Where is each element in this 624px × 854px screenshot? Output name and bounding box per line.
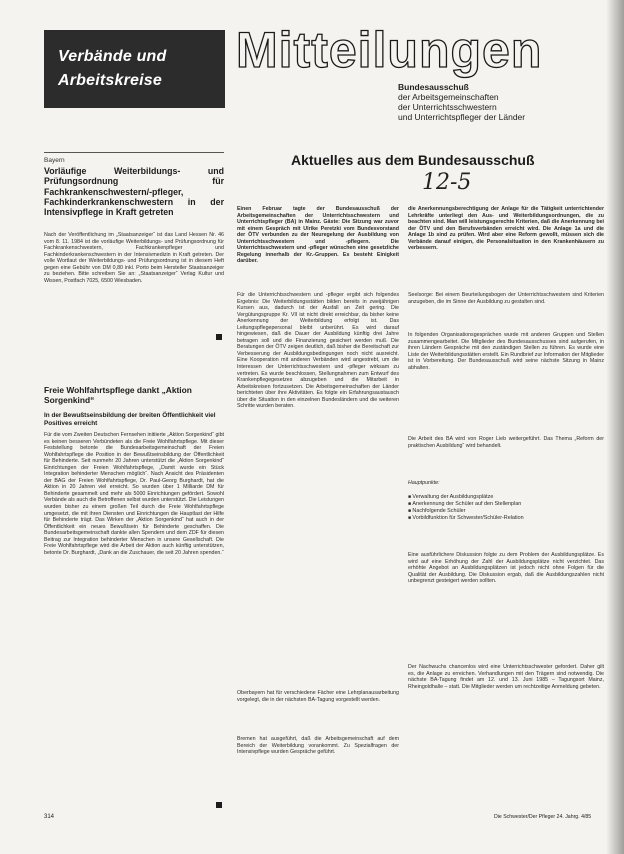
masthead-sub-3: der Unterrichtsschwestern (398, 102, 497, 112)
bullet-item: ■ Verwaltung der Ausbildungsplätze (408, 494, 524, 501)
left-paragraph-2: Für die vom Zweiten Deutschen Fernsehen initiierte „Aktion Sorgenkind“ gibt es keinen besseren Verbündeten als die Freie Wohlfahrtspflege. Mit dieser Feststellung betonte die Bundesarbeitsgemeinschaft der Freien Wohlfahrtspflege die Position in der Bewußtseinsbildung der Öffentlichkeit für Behinderte. Seit nunmehr 20 Jahren unterstützt die „Aktion Sorgenkind“ Einrichtungen der Freien Wohlfahrtspflege, „Damit wurde ein Stück Integration behinderter Menschen möglich“. Nach Ansicht des Präsidenten der BAG der Freien Wohlfahrtspflege, Dr. Paul-Georg Burghardt, hat die Aktion in 20 Jahren viel erreicht. So wurden über 1 Milliarde DM für Behinderte gesammelt und mehr als 5000 Einrichtungen gefördert. Sowohl Verbände als auch die Betroffenen selbst wurden unterstützt. Die Leistungen wurden bisher zu einem großen Teil durch die Freie Wohlfahrtspflege umgesetzt, die mit ihren Diensten und Einrichtungen die Hauptlast der Hilfe für Behinderte trägt. Das Wirken der „Aktion Sorgenkind“ hat auch in der Öffentlichkeit ein neues Bewußtsein für Behinderte geschaffen. Die Bundesarbeitsgemeinschaft dankte allen Spendern und dem ZDF für diesen Beitrag zur Integration behinderter Menschen in unsere Gesellschaft. Die Freie Wohlfahrtspflege wird die Arbeit der Aktion auch künftig unterstützen, betonte Dr. Burghardt, „Dank an die Zuschauer, die seit 20 Jahren spenden.“ (44, 432, 224, 556)
bullet-item: ■ Vorbildfunktion für Schwester/Schüler-Relation (408, 515, 524, 522)
colB-sub: Seelsorge: Bei einem Beurteilungsbogen der Unterrichtsschwestern sind Kriterien anzugeben, die im Sinne der Ausbildung zu gestalten sind. (408, 292, 604, 305)
colA-oberbayern: Oberbayern hat für verschiedene Fächer eine Lehrplanausarbeitung vorgelegt, die in der nächsten BA-Tagung vorgestellt werden. (237, 690, 399, 703)
left-lead-2: In der Bewußtseinsbildung der breiten Öffentlichkeit viel Positives erreicht (44, 412, 216, 427)
banner-line-2: Arbeitskreise (58, 72, 162, 89)
colA-bremen: Bremen hat ausgeführt, daß die Arbeitsgemeinschaft auf dem Bereich der Weiterbildung vorankommt. Zu Spezialfragen der Intensivpflege wurden Gespräche geführt. (237, 736, 399, 756)
colB-tail: Der Nachwuchs chancenlos wird eine Unterrichtsschwester gefordert. Daher gilt es, die Anlage zu erreichen. Verhandlungen mit den Trägern sind notwendig. Die nächste BA-Tagung findet am 12. und 13. Juni 1985 – Tagungsort Mainz, Rheingoldhalle – statt. Die Mitglieder werden um rechtzeitige Anmeldung gebeten. (408, 664, 604, 690)
handwritten-note: 12-5 (422, 170, 472, 195)
bullet-list (408, 494, 524, 522)
colB-lead: die Anerkennungsberechtigung der Anlage für die Tätigkeit unterrichtender Lehrkräfte unterliegt den Aus- und Weiterbildungsordnungen, die zu beachten sind. Man will leistungsgerechte Kriterien, daß die Anerkennung bei der ÖTV und den Berufsverbänden erreicht wird. Die Anlage 1a und die Anlage 1b sind zu prüfen. Wird aber eine Reform gewollt, müssen sich die Verbände darauf einigen, die Personalsituation in den Krankenhäusern zu verbessern. (408, 206, 604, 252)
left-column-rule (44, 152, 224, 153)
left-kicker: Bayern (44, 157, 65, 164)
masthead-sub-2: der Arbeitsgemeinschaften (398, 92, 499, 102)
colB-body: In folgenden Organisationsgesprächen wurde mit anderen Gruppen und Stellen zusammengearbeitet. Die Mitglieder des Bundesausschusses sind aufgerufen, in ihren Ländern Gespräche mit den zuständigen Stellen zu führen. Es wurde eine Liste der Weiterbildungsstätten erstellt. Ein Rundbrief zur Information der Mitglieder ist in Vorbereitung. Der Bundesausschuß wird seine nächste Sitzung in Mainz abhalten. (408, 332, 604, 371)
left-headline: Vorläufige Weiterbildungs- und Prüfungsordnung für Fachkrankenschwestern/-pfleger, Fachkinderkrankenschwestern in der Intensivpflege in Kraft getreten (44, 166, 224, 218)
masthead-sub-4: und Unterrichtspfleger der Länder (398, 112, 526, 122)
end-square-2 (216, 802, 222, 808)
colB-hauptpunkte: Hauptpunkte: (408, 480, 440, 486)
left-paragraph-1: Nach der Veröffentlichung im „Staatsanzeiger“ ist das Land Hessen Nr. 46 vom 8. 11. 1984 ist die vorläufige Weiterbildungs- und Prüfungsordnung für Fachkrankenschwestern, Fachkrankenpfleger und Fachkinderkrankenschwestern in der Intensivmedizin in Kraft getreten. Der volle Wortlaut der Weiterbildungs- und Prüfungsordnung ist in diesem Heft gegen eine Gebühr von DM 0,80 inkl. Porto beim Hersteller Staatsanzeiger zu beziehen. Bitte schreiben Sie an: „Staatsanzeiger“ Verlag Kultur und Wissen, Postfach 7025, 6500 Wiesbaden. (44, 232, 224, 284)
colB-after: Eine ausführlichere Diskussion folgte zu dem Problem der Ausbildungsplätze. Es wird auf eine Erhöhung der Zahl der Ausbildungsplätze nicht verzichtet. Das erhöhte Angebot an Ausbildungsplätzen ist jedoch nicht ohne Folgen für die Qualität der Ausbildung. Die Diskussion ergab, daß die Ausbildungszahlen nicht unbegrenzt gesteigert werden sollten. (408, 552, 604, 585)
banner-line-1: Verbände und (58, 48, 167, 65)
colB-theme: Die Arbeit des BA wird von Roger Lieb weitergeführt. Das Thema „Reform der praktischen Ausbildung“ wird behandelt. (408, 436, 604, 449)
masthead-title: Mitteilungen (236, 22, 543, 78)
bullet-item: ■ Nachfolgende Schüler (408, 508, 524, 515)
left-headline-2: Freie Wohlfahrtspflege dankt „Aktion Sorgenkind“ (44, 385, 192, 405)
masthead-subtitle (398, 82, 525, 122)
end-square-1 (216, 334, 222, 340)
masthead-sub-1: Bundesausschuß (398, 82, 469, 92)
right-headline: Aktuelles aus dem Bundesausschuß (291, 152, 535, 168)
bullet-item: ■ Anerkennung der Schüler auf den Stellenplan (408, 501, 524, 508)
section-banner (44, 30, 225, 108)
colA-lead: Einen Februar tagte der Bundesausschuß der Arbeitsgemeinschaften der Unterrichtsschwestern und Unterrichtspfleger (BA) in Mainz. Gäste: Die Sitzung war zuvor mit einem Gespräch mit Ulrike Peretzki vom Bundesvorstand der ÖTV verbunden zu der Neuregelung der Ausbildung von Unterrichtsschwestern und -pflegern. Die Unterrichtsschwestern und -pfleger wünschen eine gesetzliche Regelung innerhalb der Kr.-Gruppen. Es besteht Einigkeit darüber. (237, 206, 399, 265)
journal-footer: Die Schwester/Der Pfleger 24. Jahrg. 4/85 (494, 814, 592, 820)
scan-edge-shadow (606, 0, 624, 854)
page-number: 314 (44, 814, 55, 820)
colA-body: Für die Unterrichtsschwestern und -pfleger ergibt sich folgendes Ergebnis: Die Weiterbildungsstätten bilden bereits in zweijährigen Kursen aus, dadurch ist der Ausfall an Zeit gering. Die Vergütungsgruppe Kr. VII ist nicht direkt erreichbar, da bisher keine Anerkennung der Weiterbildung erfolgt ist. Das Leitungspflegepersonal bleibt unberührt. Es wird darauf hingewiesen, daß die Dauer der Ausbildung künftig drei Jahre betragen soll und die Finanzierung gesichert werden muß. Die Beratungen der ÖTV zeigen deutlich, daß bisher die Bereitschaft zur Verbesserung der Ausbildungsbedingungen noch nicht ausreicht. Eine Kooperation mit anderen Verbänden wird angestrebt, um die Interessen der Unterrichtsschwestern und -pfleger wirksam zu vertreten. Es wurde beschlossen, Stellungnahmen zum Entwurf des Krankenpflegegesetzes abzugeben und die Mitarbeit in Arbeitskreisen fortzusetzen. Die Arbeitsgemeinschaften der Länder berichteten über ihre Aktivitäten. Es folgte ein Erfahrungsaustausch über die Situation in den einzelnen Bundesländern und die weiteren Schritte wurden beraten. (237, 292, 399, 410)
